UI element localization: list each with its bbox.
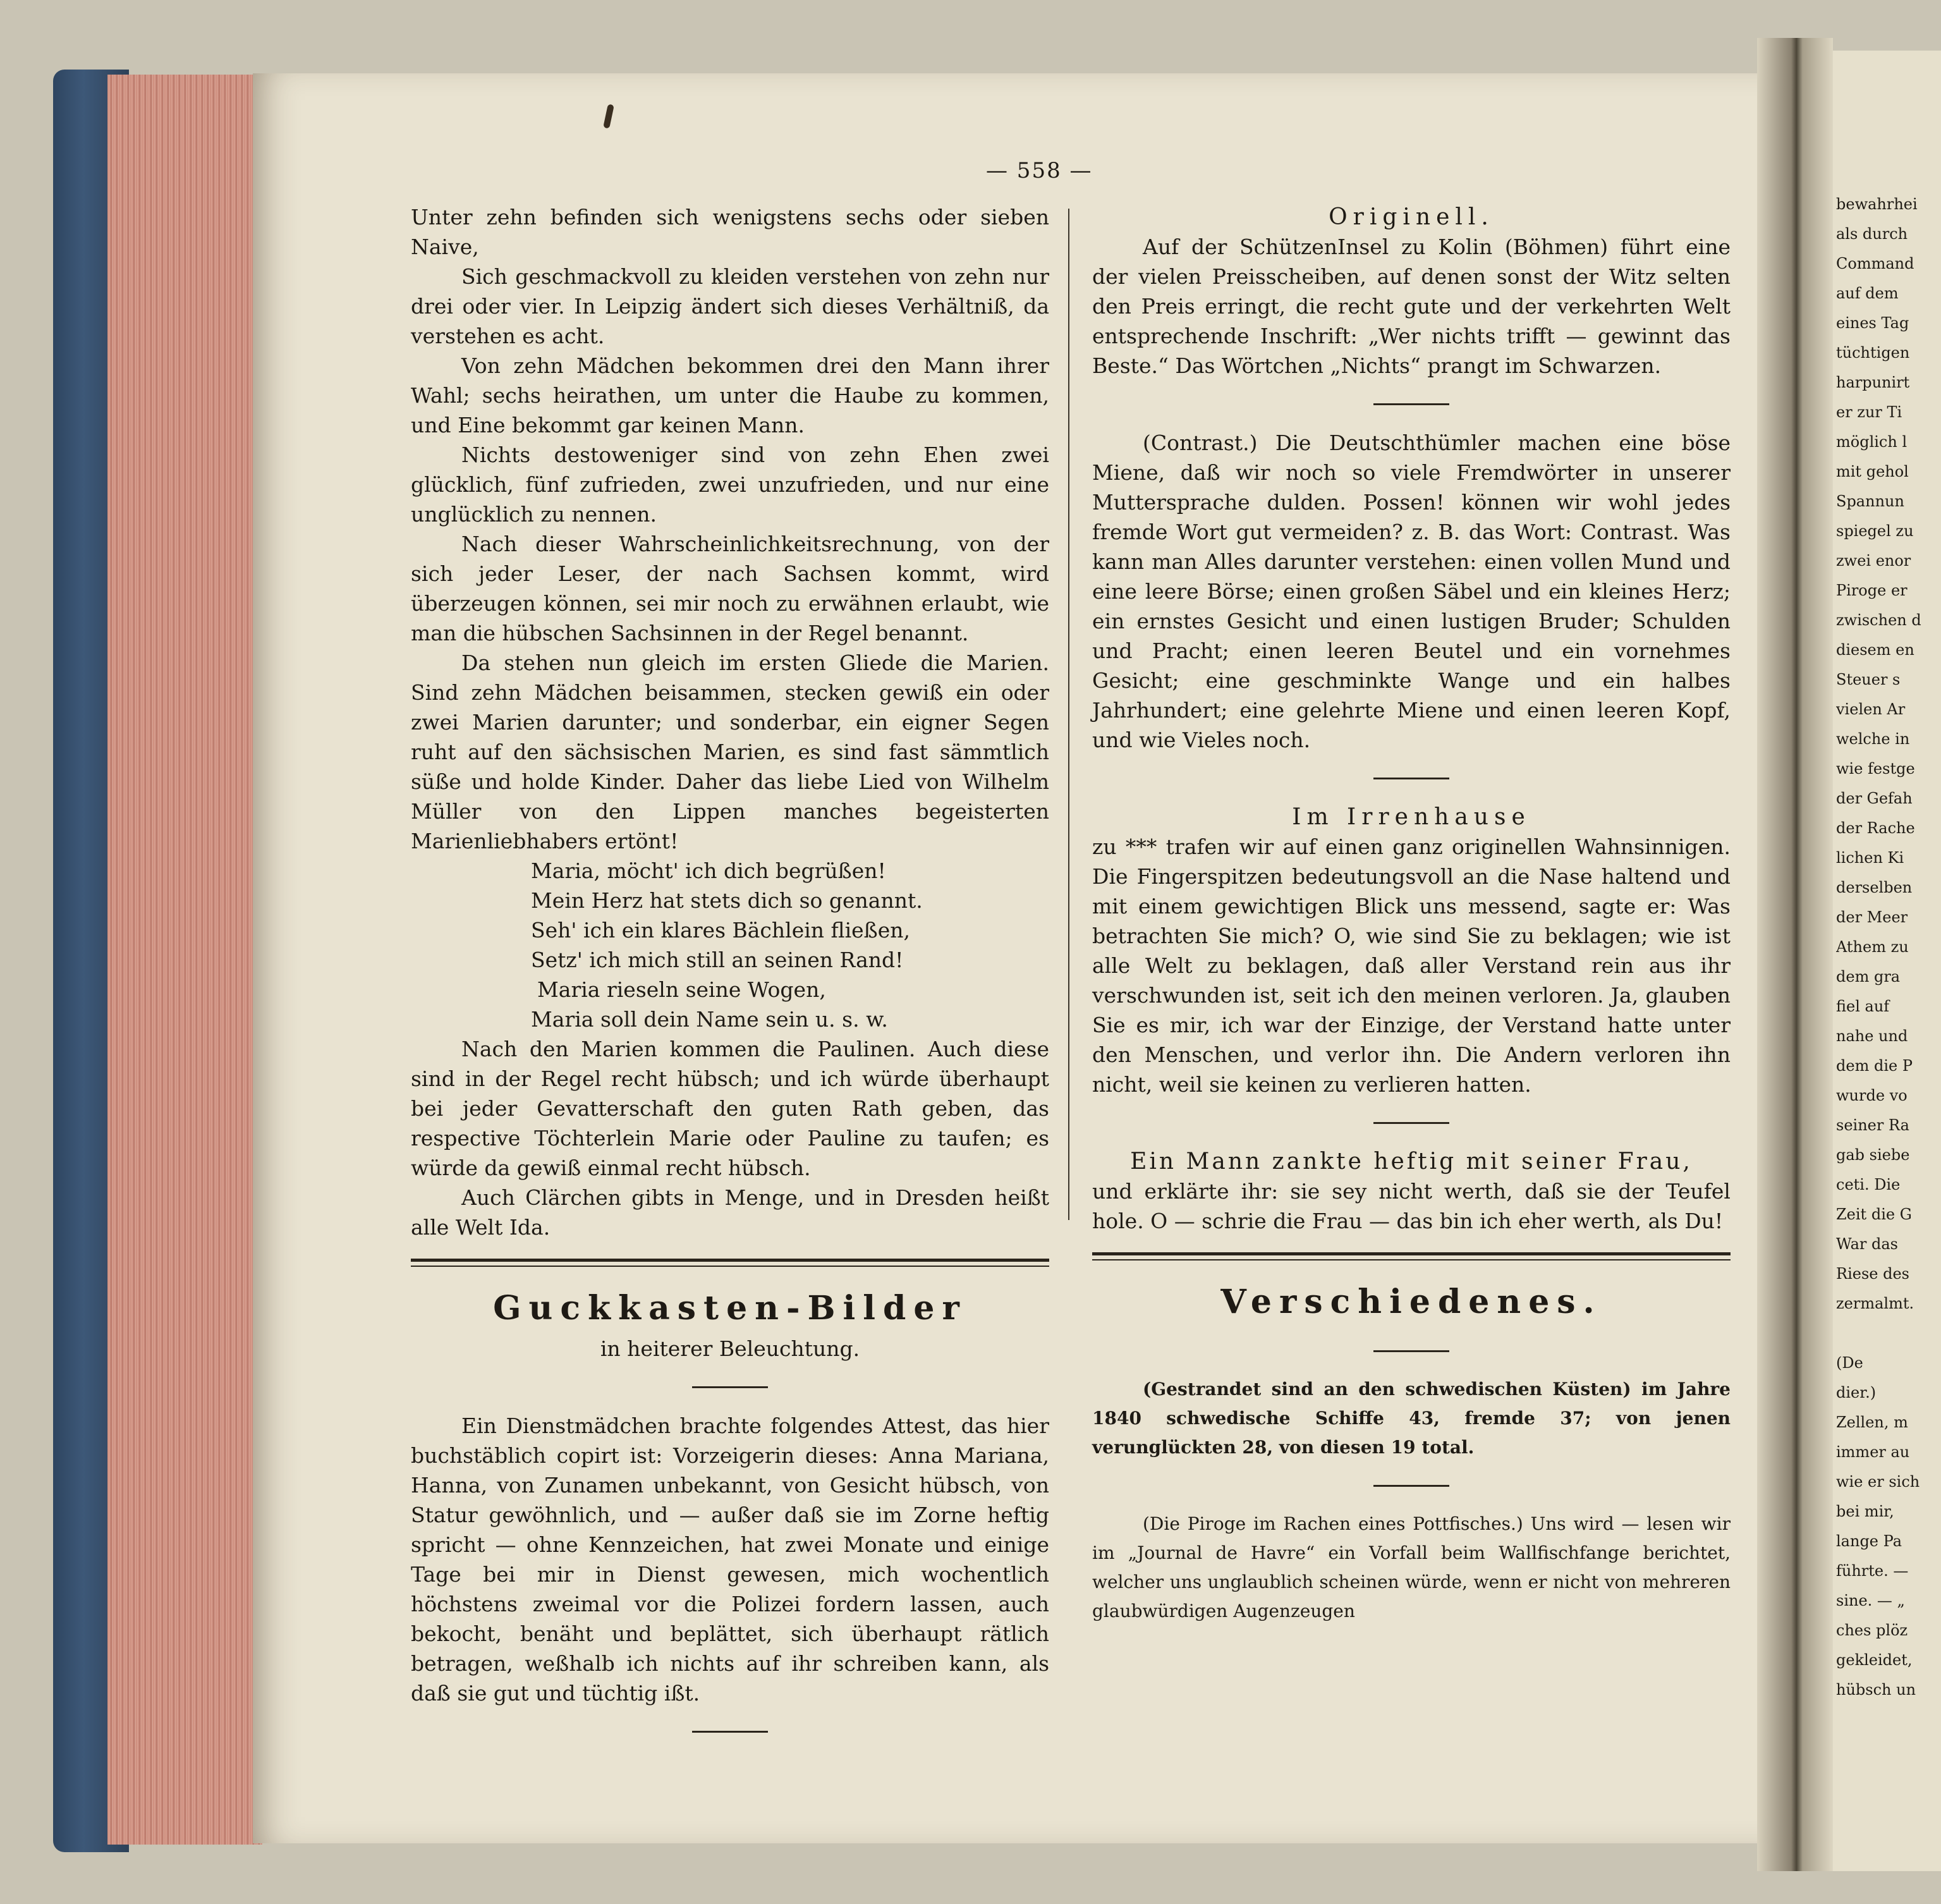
- section-title: Verschiedenes.: [1220, 1283, 1602, 1321]
- next-page-line: Command: [1836, 255, 1914, 272]
- article-heading: Originell.: [1329, 204, 1494, 230]
- next-page-column: [1836, 190, 1941, 1705]
- next-page-line: gekleidet,: [1836, 1651, 1913, 1669]
- next-page-line: [1836, 1319, 1941, 1348]
- next-page-line: mit gehol: [1836, 463, 1909, 480]
- paragraph: (Die Piroge im Rachen eines Pottfisches.) Uns wird — lesen wir im „Journal de Havre“ ein Vorfall beim Wallfischfange berichtet, welcher uns unglaublich scheinen würde, wenn er nicht von mehreren glaubwürdigen Augenzeugen: [1092, 1513, 1731, 1621]
- short-rule: [1373, 1350, 1449, 1352]
- next-page-line: er zur Ti: [1836, 403, 1902, 421]
- paragraph: (Gestrandet sind an den schwedischen Küsten) im Jahre 1840 schwedische Schiffe 43, fremde 37; von jenen verunglückten 28, von diesen 19 total.: [1092, 1379, 1731, 1458]
- paragraph: Unter zehn befinden sich wenigstens sechs oder sieben Naive,: [411, 205, 1049, 259]
- paragraph: Nach den Marien kommen die Paulinen. Auch diese sind in der Regel recht hübsch; und ich würde überhaupt bei jeder Gevatterschaft den guten Rath geben, das respective Töchterlein Marie oder Pauline zu taufen; es würde da gewiß einmal recht hübsch.: [411, 1037, 1049, 1180]
- next-page-line: als durch: [1836, 225, 1908, 243]
- short-rule: [692, 1386, 768, 1388]
- paragraph: Da stehen nun gleich im ersten Gliede die Marien. Sind zehn Mädchen beisammen, stecken gewiß ein oder zwei Marien darunter; und sonderbar, ein eigner Segen ruht auf den sächsischen Marien, es sind fast sämmtlich süße und holde Kinder. Daher das liebe Lied von Wilhelm Müller von den Lippen manches begeisterten Marienliebhabers ertönt!: [411, 650, 1049, 853]
- next-page-line: der Rache: [1836, 819, 1915, 837]
- article-heading: Im Irrenhause: [1292, 804, 1531, 830]
- page-edges: [107, 75, 262, 1845]
- paragraph: zu *** trafen wir auf einen ganz originellen Wahnsinnigen. Die Fingerspitzen bedeutungsvoll an die Nase haltend und mit einem gewichtigen Blick uns messend, sagte er: Was betrachten Sie mich? O, wie sind Sie zu beklagen; wie ist alle Welt zu beklagen, daß aller Verstand rein aus ihr verschwunden ist, seit ich den meinen verloren. Ja, glauben Sie es mir, ich war der Einzige, der Verstand hatte unter den Menschen, und verlor ihn. Die Andern verloren ihn nicht, weil sie keinen zu verlieren hatten.: [1092, 834, 1731, 1097]
- page-gutter: [1757, 38, 1833, 1871]
- right-column: [1092, 202, 1731, 1626]
- paragraph: Nach dieser Wahrscheinlichkeitsrechnung, von der sich jeder Leser, der nach Sachsen kommt, wird überzeugen können, sei mir noch zu erwähnen erlaubt, wie man die hübschen Sachsinnen in der Regel benannt.: [411, 532, 1049, 645]
- next-page-line: diesem en: [1836, 641, 1914, 659]
- next-page-line: Steuer s: [1836, 671, 1901, 688]
- verse-line: Maria rieseln seine Wogen,: [537, 977, 826, 1002]
- next-page-line: zwischen d: [1836, 611, 1921, 629]
- verse-line: Maria soll dein Name sein u. s. w.: [531, 1007, 888, 1032]
- paragraph: Sich geschmackvoll zu kleiden verstehen von zehn nur drei oder vier. In Leipzig ändert sich dieses Verhältniß, da verstehen es acht.: [411, 264, 1049, 348]
- next-page-line: gab siebe: [1836, 1146, 1910, 1164]
- next-page-line: hübsch un: [1836, 1681, 1916, 1699]
- paragraph: Nichts destoweniger sind von zehn Ehen zwei glücklich, fünf zufrieden, zwei unzufrieden, und nur eine unglücklich zu nennen.: [411, 442, 1049, 527]
- section-title: Guckkasten-Bilder: [493, 1289, 967, 1327]
- short-rule: [1373, 1122, 1449, 1124]
- next-page-line: möglich l: [1836, 433, 1908, 451]
- next-page-line: Riese des: [1836, 1265, 1909, 1283]
- next-page-line: Zellen, m: [1836, 1413, 1908, 1431]
- next-page-line: (De: [1836, 1354, 1863, 1372]
- page-number: — 558 —: [986, 158, 1093, 183]
- next-page-line: bewahrhei: [1836, 195, 1918, 213]
- next-page-line: dem gra: [1836, 968, 1901, 986]
- next-page-line: seiner Ra: [1836, 1116, 1909, 1134]
- short-rule: [1373, 1485, 1449, 1487]
- next-page-line: fiel auf: [1836, 998, 1890, 1015]
- next-page-line: der Gefah: [1836, 790, 1913, 807]
- section-divider: [1092, 1252, 1731, 1260]
- paragraph: Von zehn Mädchen bekommen drei den Mann ihrer Wahl; sechs heirathen, um unter die Haube zu kommen, und Eine bekommt gar keinen Mann.: [411, 353, 1049, 437]
- verse-line: Seh' ich ein klares Bächlein fließen,: [531, 918, 910, 943]
- next-page-line: wie festge: [1836, 760, 1915, 778]
- next-page-line: ches plöz: [1836, 1621, 1908, 1639]
- paragraph: (Contrast.) Die Deutschthümler machen eine böse Miene, daß wir noch so viele Fremdwörter in unserer Muttersprache dulden. Possen! können wir wohl jedes fremde Wort gut vermeiden? z. B. das Wort: Contrast. Was kann man Alles darunter verstehen: einen vollen Mund und eine leere Börse; einen großen Säbel und ein kleines Herz; ein ernstes Gesicht und einen lustigen Bruder; Schulden und Pracht; einen leeren Beutel und ein vornehmes Gesicht; eine geschminkte Wange und ein halbes Jahrhundert; eine gelehrte Miene und einen leeren Kopf, und wie Vieles noch.: [1092, 430, 1731, 752]
- next-page-line: eines Tag: [1836, 314, 1909, 332]
- paragraph: Ein Dienstmädchen brachte folgendes Attest, das hier buchstäblich copirt ist: Vorzeigerin dieses: Anna Mariana, Hanna, von Zunamen unbekannt, von Gesicht hübsch, von Statur gewöhnlich, und — außer daß sie im Zorne heftig spricht — ohne Kennzeichen, hat zwei Monate und einige Tage bei mir in Dienst gewesen, mich wochentlich höchstens zweimal vor die Polizei fordern lassen, auch bekocht, benäht und beplättet, sich überhaupt rätlich betragen, weßhalb ich nichts auf ihr schreiben kann, als daß sie gut und tüchtig ißt.: [411, 1413, 1049, 1706]
- section-divider: [411, 1259, 1049, 1267]
- paragraph: Auch Clärchen gibts in Menge, und in Dresden heißt alle Welt Ida.: [411, 1185, 1049, 1240]
- paragraph: Auf der SchützenInsel zu Kolin (Böhmen) führt eine der vielen Preisscheiben, auf denen sonst der Witz selten den Preis erringt, die recht gute und der verkehrten Welt entsprechende Inschrift: „Wer nichts trifft — gewinnt das Beste.“ Das Wörtchen „Nichts“ prangt im Schwarzen.: [1092, 235, 1731, 378]
- short-rule: [1373, 403, 1449, 405]
- next-page-line: der Meer: [1836, 908, 1908, 926]
- short-rule: [1373, 778, 1449, 779]
- next-page-line: bei mir,: [1836, 1503, 1894, 1520]
- next-page-line: Athem zu: [1836, 938, 1909, 956]
- next-page-line: derselben: [1836, 879, 1913, 896]
- next-page-line: spiegel zu: [1836, 522, 1914, 540]
- left-column: [411, 202, 1049, 1755]
- next-page-line: lange Pa: [1836, 1532, 1902, 1550]
- section-subtitle: in heiterer Beleuchtung.: [600, 1336, 860, 1361]
- next-page-line: wurde vo: [1836, 1087, 1908, 1104]
- verse-line: Setz' ich mich still an seinen Rand!: [531, 948, 904, 972]
- next-page-line: ceti. Die: [1836, 1176, 1901, 1193]
- next-page-line: führte. —: [1836, 1562, 1909, 1580]
- next-page-line: War das: [1836, 1235, 1898, 1253]
- next-page-line: wie er sich: [1836, 1473, 1920, 1491]
- next-page-line: dem die P: [1836, 1057, 1913, 1075]
- next-page-line: immer au: [1836, 1443, 1910, 1461]
- next-page-line: zwei enor: [1836, 552, 1911, 570]
- next-page-line: harpunirt: [1836, 374, 1910, 391]
- next-page-line: Zeit die G: [1836, 1205, 1912, 1223]
- verse-line: Mein Herz hat stets dich so genannt.: [531, 888, 923, 913]
- article-heading: Ein Mann zankte heftig mit seiner Frau,: [1130, 1149, 1693, 1175]
- next-page-line: zermalmt.: [1836, 1295, 1914, 1312]
- next-page-line: tüchtigen: [1836, 344, 1910, 362]
- next-page-line: dier.): [1836, 1384, 1877, 1401]
- next-page-line: nahe und: [1836, 1027, 1908, 1045]
- next-page-line: Piroge er: [1836, 582, 1908, 599]
- next-page-line: auf dem: [1836, 284, 1899, 302]
- next-page-line: sine. — „: [1836, 1592, 1905, 1609]
- next-page-line: welche in: [1836, 730, 1910, 748]
- short-rule: [692, 1731, 768, 1733]
- next-page-line: lichen Ki: [1836, 849, 1904, 867]
- column-rule: [1068, 209, 1069, 1220]
- verse-line: Maria, möcht' ich dich begrüßen!: [531, 858, 886, 883]
- paragraph: und erklärte ihr: sie sey nicht werth, daß sie der Teufel hole. O — schrie die Frau — das bin ich eher werth, als Du!: [1092, 1179, 1731, 1233]
- next-page-line: Spannun: [1836, 492, 1904, 510]
- next-page-line: vielen Ar: [1836, 700, 1906, 718]
- poem: [531, 856, 1049, 1034]
